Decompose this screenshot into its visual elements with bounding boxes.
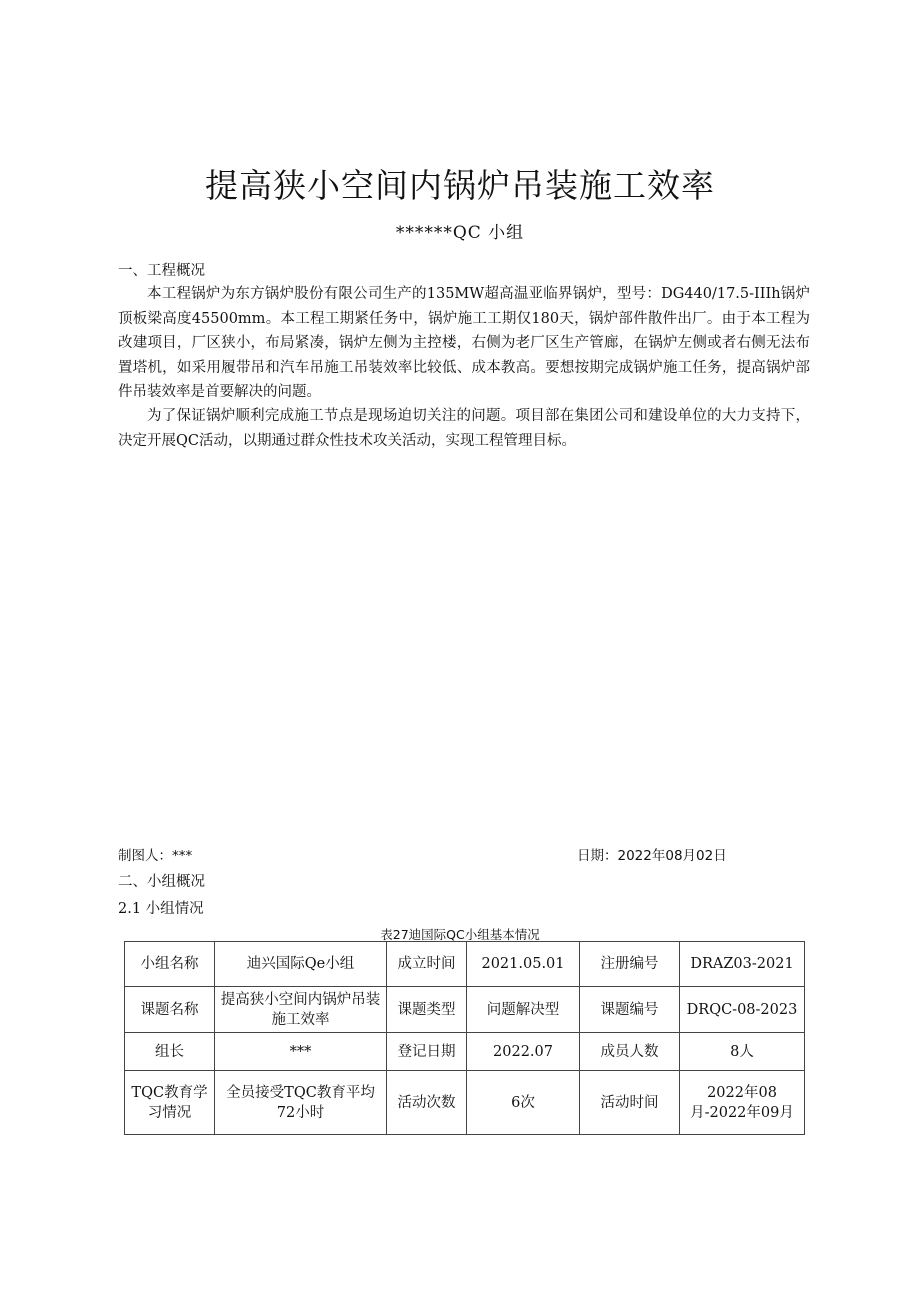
qc-group-info-table: [124, 941, 805, 1135]
table-cell: 成员人数: [580, 1033, 680, 1071]
table-row: [125, 987, 805, 1033]
table-cell: 2021.05.01: [467, 942, 580, 987]
table-cell: DRAZ03-2021: [680, 942, 805, 987]
table-cell: 成立时间: [387, 942, 467, 987]
document-subtitle: ******QC 小组: [395, 223, 525, 243]
table-row: [125, 1033, 805, 1071]
table-row: [125, 942, 805, 987]
table-cell: 迪兴国际Qe小组: [215, 942, 387, 987]
date-label: 日期：2022年08月02日: [577, 848, 727, 864]
author-label: 制图人：***: [118, 848, 193, 864]
table-cell: 登记日期: [387, 1033, 467, 1071]
table-cell: 课题编号: [580, 987, 680, 1033]
section-1-paragraph-2: 为了保证锅炉顺利完成施工节点是现场迫切关注的问题。项目部在集团公司和建设单位的大力支持下，决定开展QC活动，以期通过群众性技术攻关活动，实现工程管理目标。: [118, 408, 810, 449]
table-cell: 组长: [125, 1033, 215, 1071]
table-cell: 提高狭小空间内锅炉吊装施工效率: [215, 987, 387, 1033]
table-cell: DRQC-08-2023: [680, 987, 805, 1033]
table-cell: 2022.07: [467, 1033, 580, 1071]
section-1-heading: 一、工程概况: [118, 263, 205, 279]
section-2-heading: 二、小组概况: [118, 874, 205, 890]
table-cell: 活动时间: [580, 1071, 680, 1135]
table-cell: 全员接受TQC教育平均72小时: [215, 1071, 387, 1135]
table-cell: 2022年08月-2022年09月: [680, 1071, 805, 1135]
table-cell: 注册编号: [580, 942, 680, 987]
table-cell: 问题解决型: [467, 987, 580, 1033]
table-caption: 表27迪国际QC小组基本情况: [380, 927, 540, 942]
table-cell: 课题类型: [387, 987, 467, 1033]
table-cell: 6次: [467, 1071, 580, 1135]
table-cell: TQC教育学习情况: [125, 1071, 215, 1135]
table-row: [125, 1071, 805, 1135]
section-1-paragraph-1: 本工程锅炉为东方锅炉股份有限公司生产的135MW超高温亚临界锅炉，型号：DG440/17.5-IIIh锅炉顶板梁高度45500mm。本工程工期紧任务中，锅炉施工工期仅180天，锅炉部件散件出厂。由于本工程为改建项目，厂区狭小，布局紧凑，锅炉左侧为主控楼，右侧为老厂区生产管廊，在锅炉左侧或者右侧无法布置塔机，如采用履带吊和汽车吊施工吊装效率比较低、成本教高。要想按期完成锅炉施工任务，提高锅炉部件吊装效率是首要解决的问题。: [118, 286, 810, 400]
table-cell: 课题名称: [125, 987, 215, 1033]
section-2-1-heading: 2.1 小组情况: [118, 901, 204, 917]
table-cell: 8人: [680, 1033, 805, 1071]
table-cell: 小组名称: [125, 942, 215, 987]
table-cell: 活动次数: [387, 1071, 467, 1135]
table-cell: ***: [215, 1033, 387, 1071]
document-title: 提高狭小空间内锅炉吊装施工效率: [205, 166, 715, 205]
